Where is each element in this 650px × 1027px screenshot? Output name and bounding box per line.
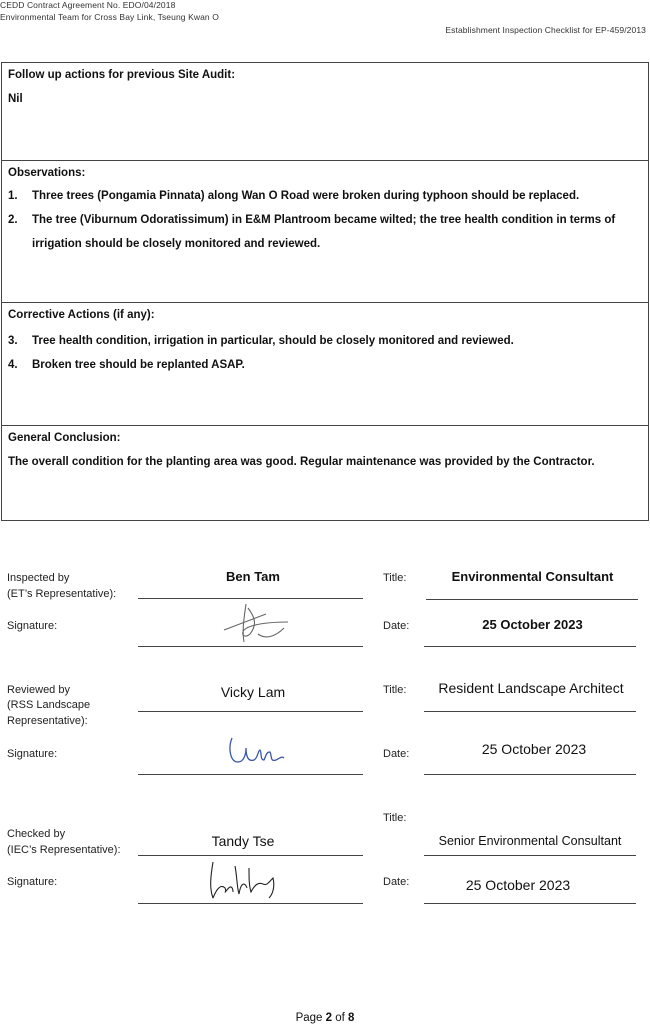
check-date-line — [424, 903, 636, 904]
page-word: Page — [295, 1012, 323, 1024]
corrective-item — [8, 353, 644, 377]
page-number: 2 — [325, 1012, 333, 1024]
conclusion-section — [1, 425, 649, 521]
inspected-by-label: Inspected by — [7, 572, 70, 584]
item-number: 3. — [8, 335, 18, 347]
date-label: Date: — [383, 748, 410, 760]
reviewer-name-line — [138, 711, 363, 712]
item-text: The tree (Viburnum Odoratissimum) in E&M Plantroom became wilted; the tree health condition in terms of irrigation should be closely monitored and reviewed. — [32, 214, 616, 250]
reviewed-by-sub-label: Representative): — [7, 715, 88, 727]
inspection-date: 25 October 2023 — [482, 617, 583, 632]
checklist-title: Establishment Inspection Checklist for EP-459/2013 — [445, 25, 646, 35]
item-text: Three trees (Pongamia Pinnata) along Wan O Road were broken during typhoon should be replaced. — [32, 190, 580, 202]
reviewer-signature — [226, 734, 288, 770]
reviewer-name: Vicky Lam — [220, 684, 286, 700]
corrective-item — [8, 329, 644, 353]
observation-item — [8, 208, 644, 256]
checked-by-sub-label: (IEC’s Representative): — [7, 844, 121, 856]
inspected-by-sub-label: (ET’s Representative): — [7, 588, 117, 600]
signature-label: Signature: — [7, 748, 58, 760]
checker-signature — [203, 858, 285, 902]
checker-name: Tandy Tse — [211, 833, 275, 849]
item-number: 4. — [8, 359, 18, 371]
inspector-signature — [218, 600, 298, 645]
checker-signature-line — [138, 903, 363, 904]
inspector-name-line — [138, 598, 363, 599]
observations-section — [1, 160, 649, 303]
title-label: Title: — [383, 812, 407, 824]
checked-by-label: Checked by — [7, 828, 66, 840]
check-date: 25 October 2023 — [465, 877, 571, 893]
signature-label: Signature: — [7, 876, 58, 888]
inspector-title-line — [426, 599, 638, 600]
contract-number: CEDD Contract Agreement No. EDO/04/2018 — [0, 0, 176, 10]
review-date: 25 October 2023 — [481, 741, 587, 757]
conclusion-heading: General Conclusion: — [8, 432, 121, 444]
inspector-signature-line — [138, 646, 363, 647]
page-total: 8 — [348, 1012, 355, 1024]
reviewed-by-label: Reviewed by — [7, 684, 70, 696]
conclusion-text: The overall condition for the planting area was good. Regular maintenance was provided by the Contractor. — [8, 456, 595, 468]
observation-item — [8, 184, 644, 208]
inspector-title: Environmental Consultant — [451, 569, 614, 584]
team-name: Environmental Team for Cross Bay Link, Tseung Kwan O — [0, 12, 219, 22]
corrective-heading: Corrective Actions (if any): — [8, 309, 155, 321]
observations-heading: Observations: — [8, 167, 86, 179]
reviewed-by-sub-label: (RSS Landscape — [7, 699, 91, 711]
inspection-date-line — [424, 646, 636, 647]
followup-section — [1, 62, 649, 161]
item-number: 1. — [8, 190, 18, 202]
reviewer-title: Resident Landscape Architect — [438, 680, 624, 696]
date-label: Date: — [383, 620, 410, 632]
of-word: of — [335, 1012, 345, 1024]
title-label: Title: — [383, 684, 407, 696]
item-number: 2. — [8, 214, 18, 226]
title-label: Title: — [383, 572, 407, 584]
signature-label: Signature: — [7, 620, 58, 632]
checker-title-line — [424, 855, 636, 856]
checker-title: Senior Environmental Consultant — [438, 834, 622, 848]
followup-heading: Follow up actions for previous Site Audit: — [8, 69, 236, 81]
page-footer — [0, 1012, 650, 1024]
checker-name-line — [138, 855, 363, 856]
reviewer-signature-line — [138, 774, 363, 775]
reviewer-title-line — [424, 711, 636, 712]
item-text: Broken tree should be replanted ASAP. — [32, 359, 245, 371]
inspector-name: Ben Tam — [226, 569, 280, 584]
corrective-section — [1, 302, 649, 426]
review-date-line — [424, 774, 636, 775]
date-label: Date: — [383, 876, 410, 888]
item-text: Tree health condition, irrigation in particular, should be closely monitored and reviewed. — [32, 335, 514, 347]
followup-text: Nil — [8, 93, 23, 105]
